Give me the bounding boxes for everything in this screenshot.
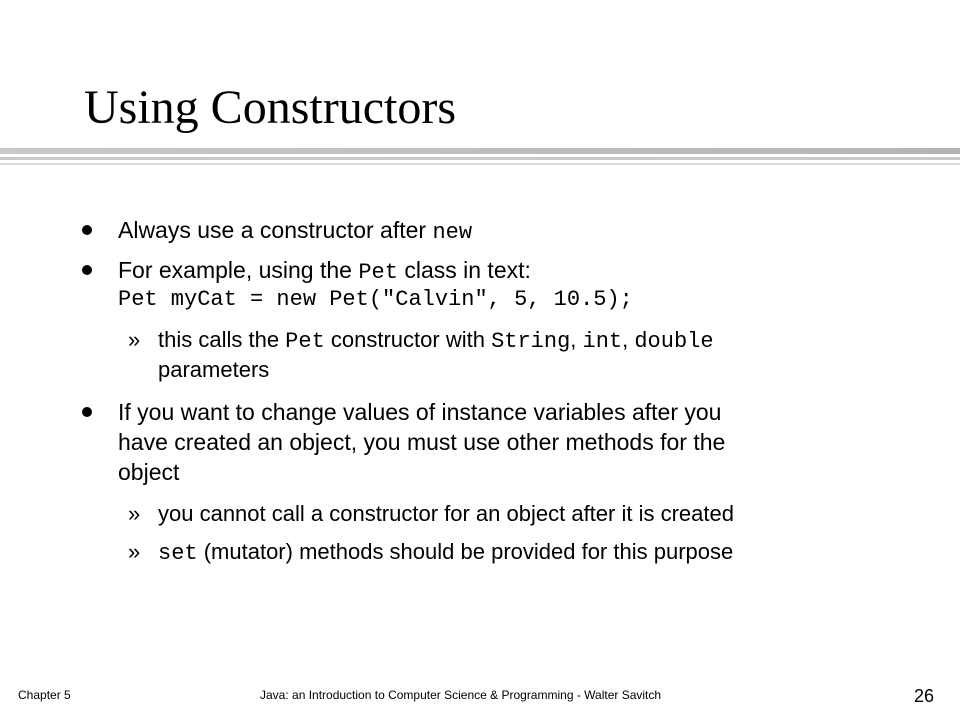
code-example-line: Pet myCat = new Pet("Calvin", 5, 10.5);	[118, 287, 633, 312]
sub-3-label: (mutator) methods should be provided for this purpose	[197, 539, 734, 564]
bullet-dot	[82, 225, 92, 235]
page-title: Using Constructors	[84, 81, 456, 134]
bullet-dot	[82, 265, 92, 275]
sub-1-comma: ,	[570, 327, 583, 352]
sub-bullet-3-text	[158, 538, 733, 568]
bullet-3-line-3: object	[118, 459, 180, 485]
code-int: int	[582, 329, 623, 354]
bullet-dot	[82, 407, 92, 417]
sub-marker: »	[128, 327, 141, 352]
sub-1-pre: this calls the	[158, 327, 286, 352]
sub-bullet-2-text: you cannot call a constructor for an object after it is created	[158, 501, 734, 526]
bullet-1-label: Always use a constructor after	[118, 217, 433, 243]
title-rule-thin	[0, 163, 960, 165]
bullet-3-line-2: have created an object, you must use other methods for the	[118, 429, 726, 455]
bullet-1-text	[118, 216, 472, 247]
page-number: 26	[914, 686, 935, 706]
code-double: double	[634, 329, 714, 354]
title-rule-middle	[0, 157, 960, 160]
sub-bullet-1-line-1	[158, 326, 714, 356]
code-pet: Pet	[285, 329, 325, 354]
footer-chapter: Chapter 5	[18, 688, 71, 702]
title-rule-thick	[0, 148, 960, 154]
bullet-2-text	[118, 256, 531, 287]
sub-bullet-1-line-2: parameters	[158, 357, 270, 382]
bullet-2-pre: For example, using the	[118, 257, 359, 283]
sub-marker: »	[128, 539, 141, 564]
sub-marker: »	[128, 501, 141, 526]
code-pet: Pet	[358, 260, 398, 285]
code-string: String	[491, 329, 571, 354]
sub-1-mid: constructor with	[324, 327, 492, 352]
footer-book-title: Java: an Introduction to Computer Science & Programming - Walter Savitch	[260, 688, 662, 702]
bullet-2-post: class in text:	[397, 257, 531, 283]
code-set: set	[158, 541, 198, 566]
code-new: new	[432, 220, 473, 245]
sub-1-comma: ,	[622, 327, 635, 352]
bullet-3-line-1: If you want to change values of instance variables after you	[118, 399, 722, 425]
